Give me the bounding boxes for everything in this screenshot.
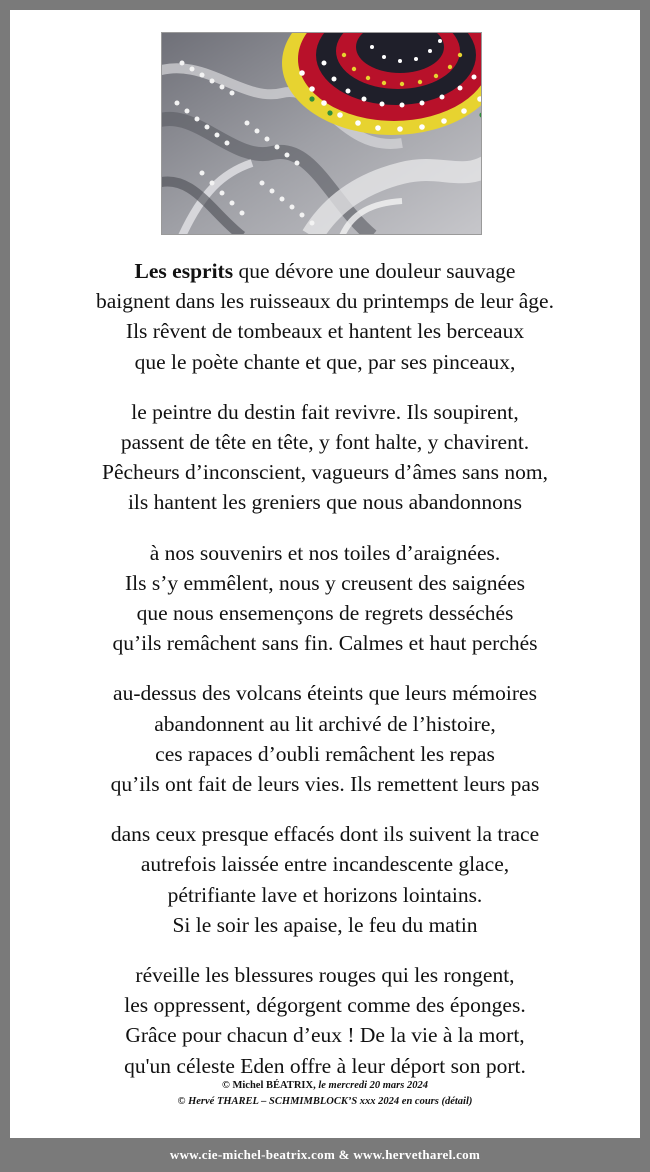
poem-line: que le poète chante et que, par ses pinceaux, bbox=[134, 349, 516, 374]
poem-line-text: que dévore une douleur sauvage bbox=[233, 259, 516, 283]
poem-line: dans ceux presque effacés dont ils suivent la trace bbox=[110, 822, 540, 847]
poem-text bbox=[10, 256, 640, 1101]
poem-card bbox=[10, 10, 640, 1138]
poem-line: pétrifiante lave et horizons lointains. bbox=[167, 882, 483, 907]
poem-line: réveille les blessures rouges qui les rongent, bbox=[135, 963, 515, 988]
credit-date: le mercredi 20 mars 2024 bbox=[315, 1080, 428, 1091]
poem-line bbox=[10, 256, 640, 286]
poem-line: ils hantent les greniers que nous abandonnons bbox=[127, 490, 523, 515]
poem-line: Pêcheurs d’inconscient, vagueurs d’âmes sans nom, bbox=[101, 460, 548, 485]
poem-line: qu’ils ont fait de leurs vies. Ils remettent leurs pas bbox=[110, 772, 540, 797]
poem-line: abandonnent au lit archivé de l’histoire, bbox=[154, 711, 496, 736]
poem-line: les oppressent, dégorgent comme des éponges. bbox=[124, 993, 526, 1018]
poem-line: qu'un céleste Eden offre à leur déport son port. bbox=[124, 1053, 526, 1078]
poem-line: passent de tête en tête, y font halte, y chavirent. bbox=[120, 430, 530, 455]
poem-line: le peintre du destin fait revivre. Ils soupirent, bbox=[131, 399, 519, 424]
abstract-painting-icon bbox=[162, 33, 482, 235]
poem-line: Si le soir les apaise, le feu du matin bbox=[172, 912, 478, 937]
poem-line: qu’ils remâchent sans fin. Calmes et haut perchés bbox=[112, 631, 538, 656]
stanza-1 bbox=[10, 256, 640, 377]
credit-author bbox=[10, 1078, 640, 1094]
credit-author-name: © Michel BÉATRIX, bbox=[222, 1080, 316, 1091]
stanza-5 bbox=[10, 819, 640, 940]
poem-lead-word: Les esprits bbox=[134, 259, 234, 283]
poem-line: baignent dans les ruisseaux du printemps de leur âge. bbox=[96, 289, 554, 314]
poem-line: que nous ensemençons de regrets desséchés bbox=[136, 601, 514, 626]
poem-line: au-dessus des volcans éteints que leurs mémoires bbox=[113, 681, 537, 706]
poem-line: Ils s’y emmêlent, nous y creusent des saignées bbox=[124, 570, 526, 595]
poem-line: autrefois laissée entre incandescente glace, bbox=[140, 852, 510, 877]
poem-line: Ils rêvent de tombeaux et hantent les berceaux bbox=[125, 319, 525, 344]
credits bbox=[10, 1078, 640, 1110]
stanza-2 bbox=[10, 397, 640, 518]
stanza-4 bbox=[10, 678, 640, 799]
poem-line: à nos souvenirs et nos toiles d’araignées. bbox=[149, 540, 501, 565]
poem-line: ces rapaces d’oubli remâchent les repas bbox=[155, 741, 495, 766]
poem-line: Grâce pour chacun d’eux ! De la vie à la mort, bbox=[125, 1023, 525, 1048]
credit-painter: © Hervé THAREL – SCHMIMBLOCK’S xxx 2024 en cours (détail) bbox=[177, 1096, 473, 1107]
stanza-3 bbox=[10, 538, 640, 659]
painting-image bbox=[161, 32, 482, 235]
footer-links[interactable]: www.cie-michel-beatrix.com & www.hervetharel.com bbox=[169, 1147, 481, 1162]
stanza-6 bbox=[10, 960, 640, 1081]
